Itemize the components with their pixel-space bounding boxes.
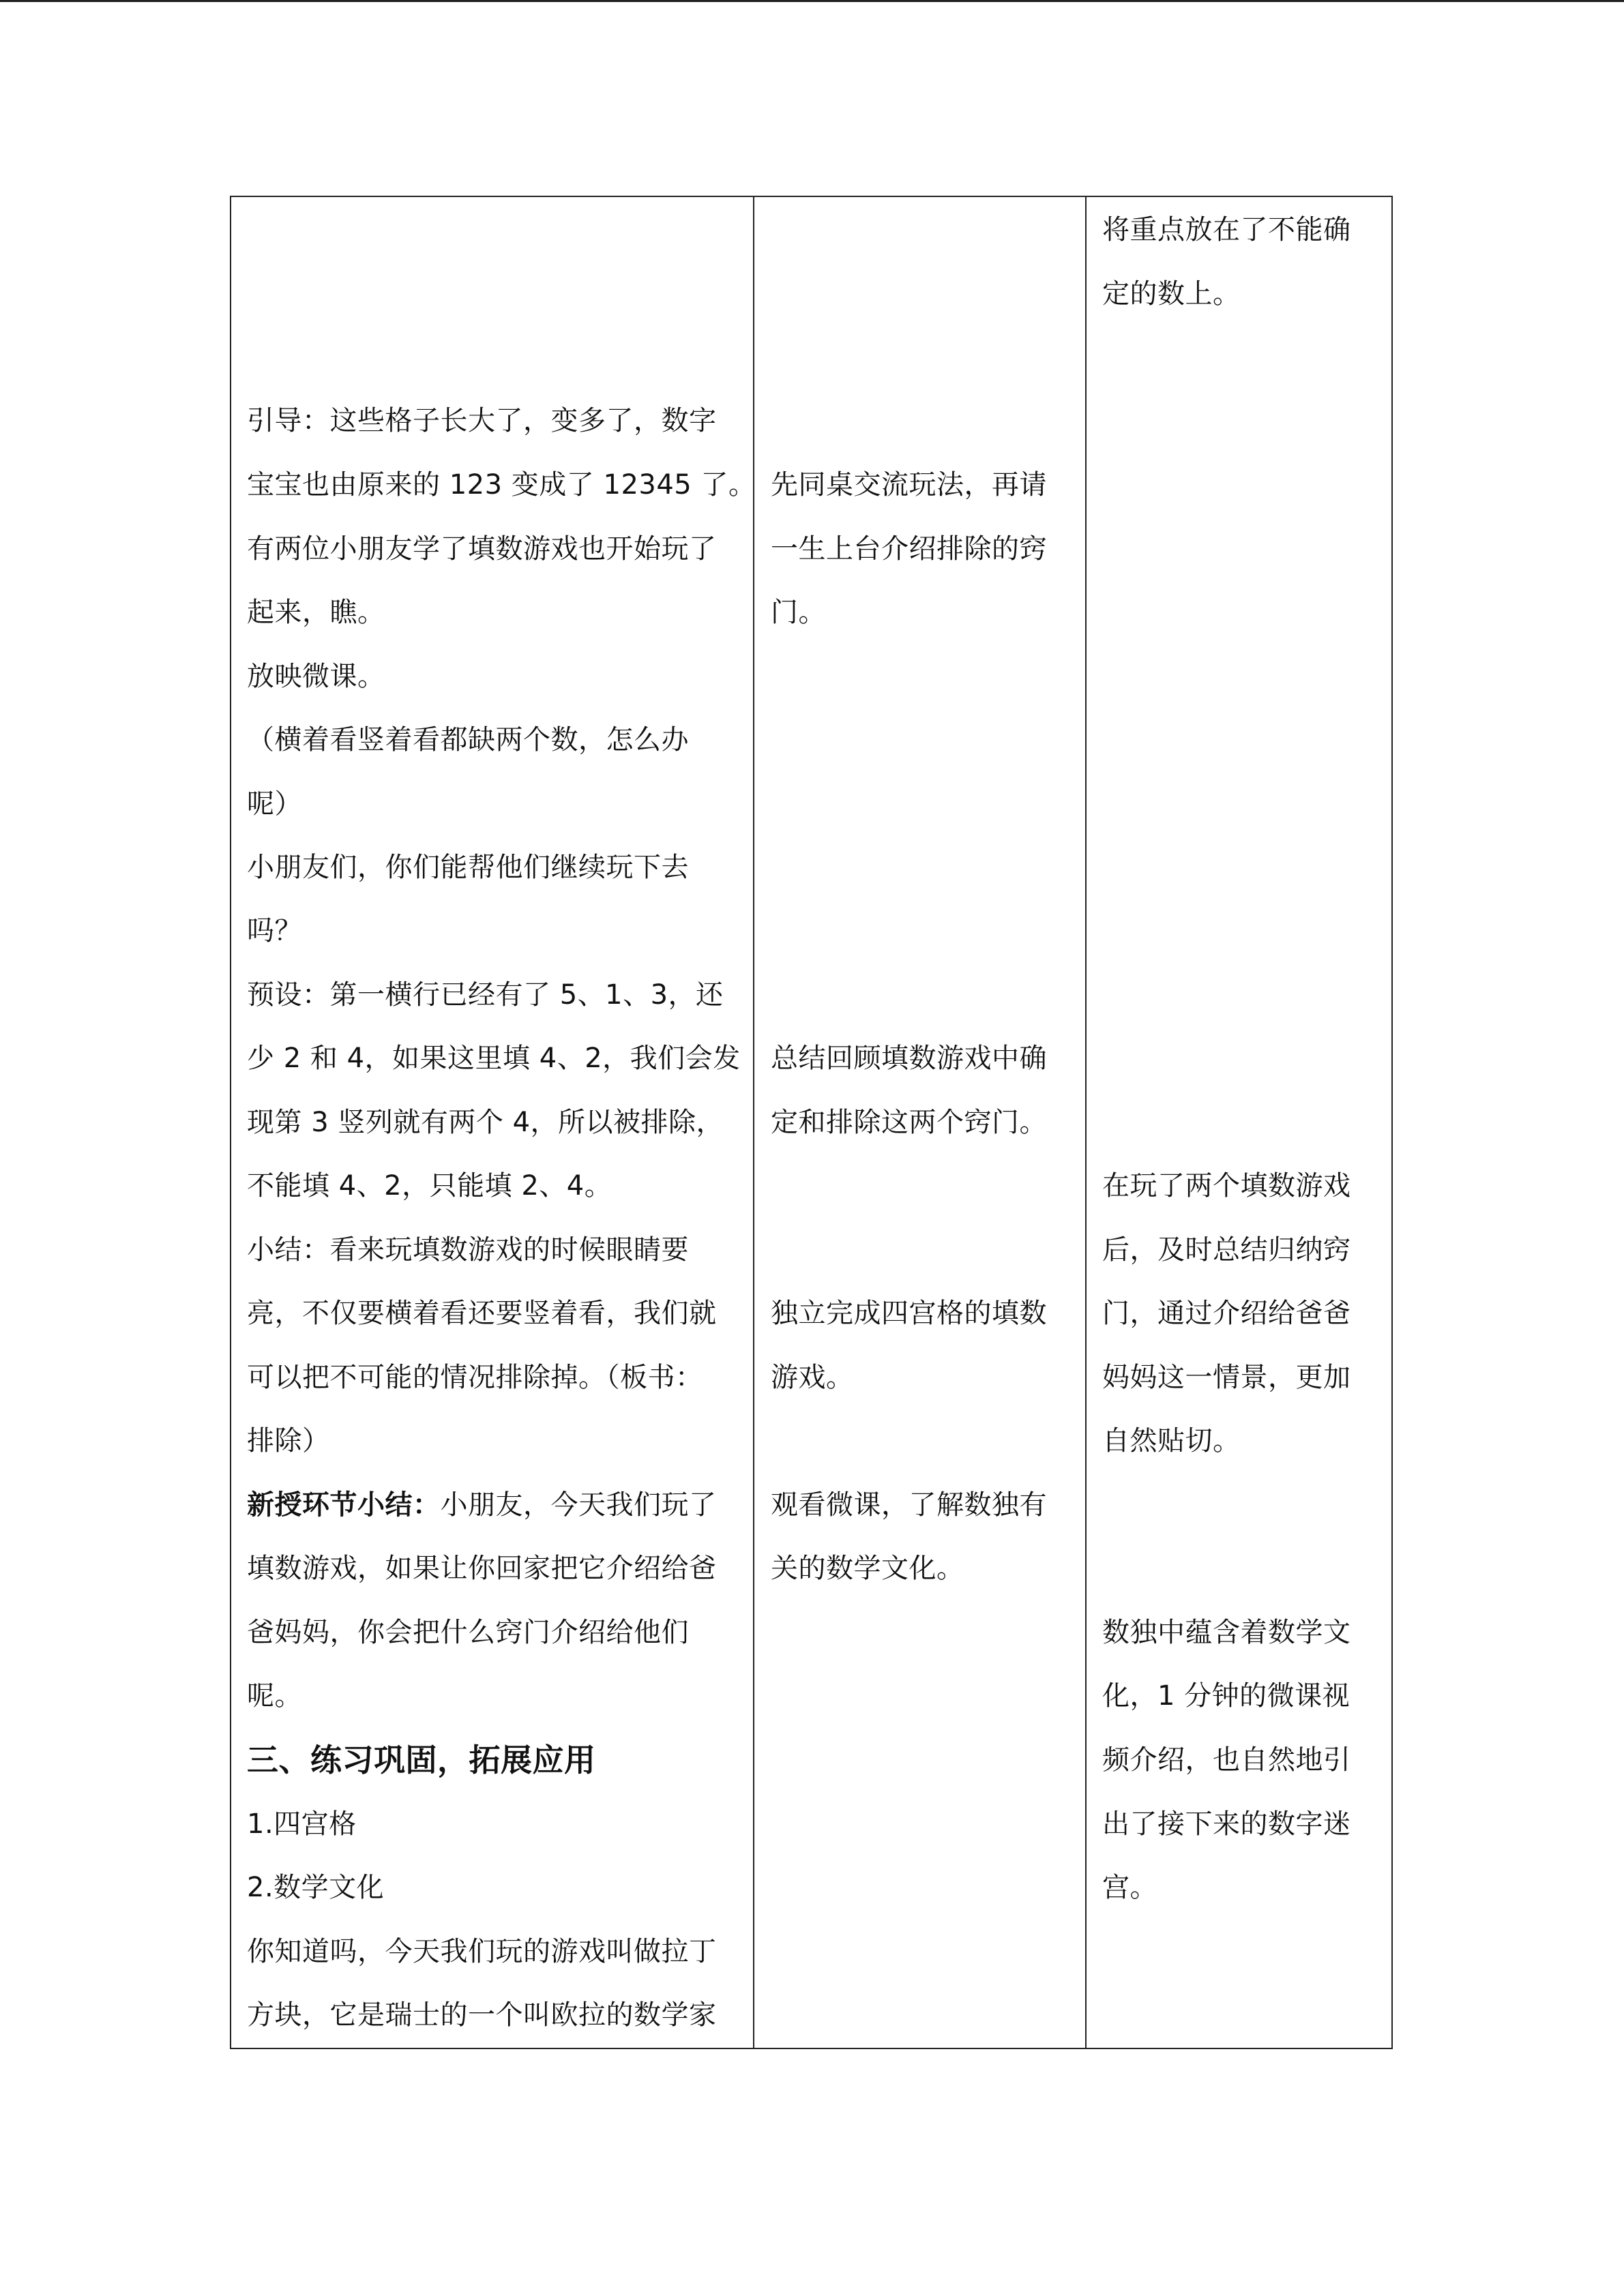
- column-divider-2: [1085, 196, 1087, 2049]
- page-top-border: [0, 0, 1624, 2]
- text-line: 呢。: [247, 1680, 302, 1712]
- text-line: 门。: [771, 597, 826, 628]
- text-line: 宫。: [1102, 1872, 1157, 1903]
- summary-text: 小朋友，今天我们玩了: [440, 1489, 717, 1521]
- text-line: （横着看竖着看都缺两个数，怎么办: [247, 724, 689, 756]
- text-line: 数独中蕴含着数学文: [1102, 1617, 1351, 1648]
- section-heading: 三、练习巩固，拓展应用: [247, 1742, 596, 1778]
- text-line: 独立完成四宫格的填数: [771, 1298, 1047, 1329]
- text-line: 引导：这些格子长大了，变多了，数字: [247, 405, 717, 436]
- text-line: 吗？: [247, 915, 302, 946]
- text-line: 先同桌交流玩法，再请: [771, 469, 1047, 501]
- text-line: 预设：第一横行已经有了 5、1、3，还: [247, 979, 724, 1011]
- text-line: 游戏。: [771, 1362, 854, 1393]
- text-line: 小朋友们，你们能帮他们继续玩下去: [247, 852, 689, 883]
- text-line: 你知道吗，今天我们玩的游戏叫做拉丁: [247, 1936, 717, 1967]
- text-line: 频介绍，也自然地引: [1102, 1744, 1351, 1776]
- text-line: 小结：看来玩填数游戏的时候眼睛要: [247, 1234, 689, 1266]
- list-item: 2.数学文化: [247, 1872, 385, 1903]
- text-line: 出了接下来的数字迷: [1102, 1808, 1351, 1840]
- text-line: 亮，不仅要横着看还要竖着看，我们就: [247, 1298, 717, 1329]
- summary-label: 新授环节小结：: [247, 1489, 441, 1521]
- text-line: 可以把不可能的情况排除掉。（板书：: [247, 1362, 703, 1393]
- text-line: 将重点放在了不能确: [1102, 214, 1351, 245]
- text-line: 爸妈妈，你会把什么窍门介绍给他们: [247, 1617, 689, 1648]
- text-line: 自然贴切。: [1102, 1425, 1241, 1457]
- text-line: 定的数上。: [1102, 278, 1241, 310]
- text-line: 总结回顾填数游戏中确: [771, 1043, 1047, 1074]
- text-line: 门，通过介绍给爸爸: [1102, 1298, 1351, 1329]
- text-line: 有两位小朋友学了填数游戏也开始玩了: [247, 533, 717, 565]
- text-line: 少 2 和 4，如果这里填 4、2，我们会发: [247, 1043, 741, 1074]
- text-line: 一生上台介绍排除的窍: [771, 533, 1047, 565]
- text-line: 排除）: [247, 1425, 330, 1457]
- text-line: 填数游戏，如果让你回家把它介绍给爸: [247, 1553, 717, 1584]
- text-line: 在玩了两个填数游戏: [1102, 1170, 1351, 1202]
- text-line: 化，1 分钟的微课视: [1102, 1680, 1350, 1712]
- text-line: 后，及时总结归纳窍: [1102, 1234, 1351, 1266]
- text-line: 观看微课，了解数独有: [771, 1489, 1047, 1521]
- text-line: 起来，瞧。: [247, 597, 385, 628]
- text-line: 妈妈这一情景，更加: [1102, 1362, 1351, 1393]
- list-item: 1.四宫格: [247, 1808, 357, 1840]
- text-line: 现第 3 竖列就有两个 4，所以被排除，: [247, 1107, 724, 1138]
- text-line: 关的数学文化。: [771, 1553, 964, 1584]
- text-line: 放映微课。: [247, 661, 385, 692]
- text-line: 定和排除这两个窍门。: [771, 1107, 1047, 1138]
- summary-line: [247, 1488, 717, 1522]
- text-line: 方块，它是瑞士的一个叫欧拉的数学家: [247, 1999, 717, 2031]
- text-line: 不能填 4、2，只能填 2、4。: [247, 1170, 612, 1202]
- text-line: 宝宝也由原来的 123 变成了 12345 了。: [247, 469, 756, 501]
- text-line: 呢）: [247, 788, 302, 820]
